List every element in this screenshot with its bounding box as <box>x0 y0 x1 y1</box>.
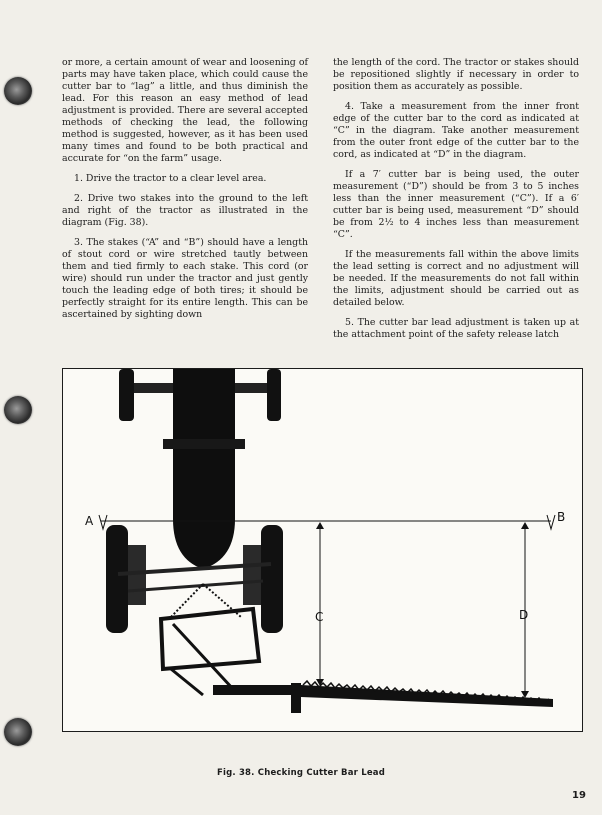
right-text-column <box>333 57 579 349</box>
label-c: C <box>315 610 324 624</box>
measurement-d-arrow-top <box>521 522 529 529</box>
step-5: 5. The cutter bar lead adjustment is taken up at the attachment point of the safety release latch <box>333 317 579 340</box>
rear-left-wheel <box>119 369 134 421</box>
paragraph-limits: If a 7′ cutter bar is being used, the outer measurement (“D”) should be from 3 to 5 inches less than the inner measurement (“C”). If a 6′ cutter bar is being used, measurement “D” should be from 2½ to 4 inches less than measurement “C”. <box>333 169 579 240</box>
step-3: 3. The stakes (“A” and “B”) should have a length of stout cord or wire stretched tautly between them and tied firmly to each stake. This cord (or wire) should run under the tractor and just gently touch the leading edge of both tires; it should be perfectly straight for its entire length. This can be ascertained by sighting down <box>62 237 308 320</box>
mower-link <box>171 669 203 695</box>
mower-frame <box>161 609 259 669</box>
label-d: D <box>519 608 529 622</box>
figure-caption: Fig. 38. Checking Cutter Bar Lead <box>216 768 386 778</box>
page-number: 19 <box>572 790 586 801</box>
stake-b <box>547 515 555 529</box>
cutter-bar-inner-shoe <box>213 685 293 695</box>
step-1: 1. Drive the tractor to a clear level area. <box>74 173 267 184</box>
front-right-wheel <box>261 525 283 633</box>
paragraph-intro: or more, a certain amount of wear and loosening of parts may have taken place, which could cause the cutter bar to “lag” a little, and thus diminish the lead. For this reason an easy method of lead adjustment is provided. There are several accepted methods of checking the lead, the following method is suggested, however, as it has been used many times and found to be both practical and accurate for “on the farm” usage. <box>62 57 308 164</box>
front-left-wheel <box>106 525 128 633</box>
cutter-bar-shoe <box>291 683 301 713</box>
label-b: B <box>557 510 566 524</box>
stake-a <box>99 515 107 529</box>
label-a: A <box>85 514 94 528</box>
right-wheel-hub <box>243 545 261 605</box>
lower-cross-bar <box>128 581 263 591</box>
tractor-body <box>173 369 235 569</box>
measurement-c-arrow-top <box>316 522 324 529</box>
step-2: 2. Drive two stakes into the ground to the left and right of the tractor as illustrated in the diagram (Fig. 38). <box>62 193 308 228</box>
tractor-frame <box>163 439 245 449</box>
paragraph-adjustment: If the measurements fall within the above limits the lead setting is correct and no adjustment will be needed. If the measurements do not fall within the limits, adjustment should be carried out as detailed below. <box>333 249 579 308</box>
paragraph-continued: the length of the cord. The tractor or stakes should be repositioned slightly if necessary in order to position them as accurately as possible. <box>333 57 579 92</box>
figure-38-diagram <box>62 368 583 732</box>
binder-hole-bottom <box>4 718 32 746</box>
rear-right-wheel <box>267 369 281 421</box>
step-4: 4. Take a measurement from the inner front edge of the cutter bar to the cord as indicated at “C” in the diagram. Take another measurement from the outer front edge of the cutter bar to the cord, as indicated at “D” in the diagram. <box>333 101 579 160</box>
left-text-column <box>62 57 308 329</box>
binder-hole-middle <box>4 396 32 424</box>
binder-hole-top <box>4 77 32 105</box>
cutter-bar <box>301 685 553 707</box>
tractor-diagram <box>63 369 582 731</box>
